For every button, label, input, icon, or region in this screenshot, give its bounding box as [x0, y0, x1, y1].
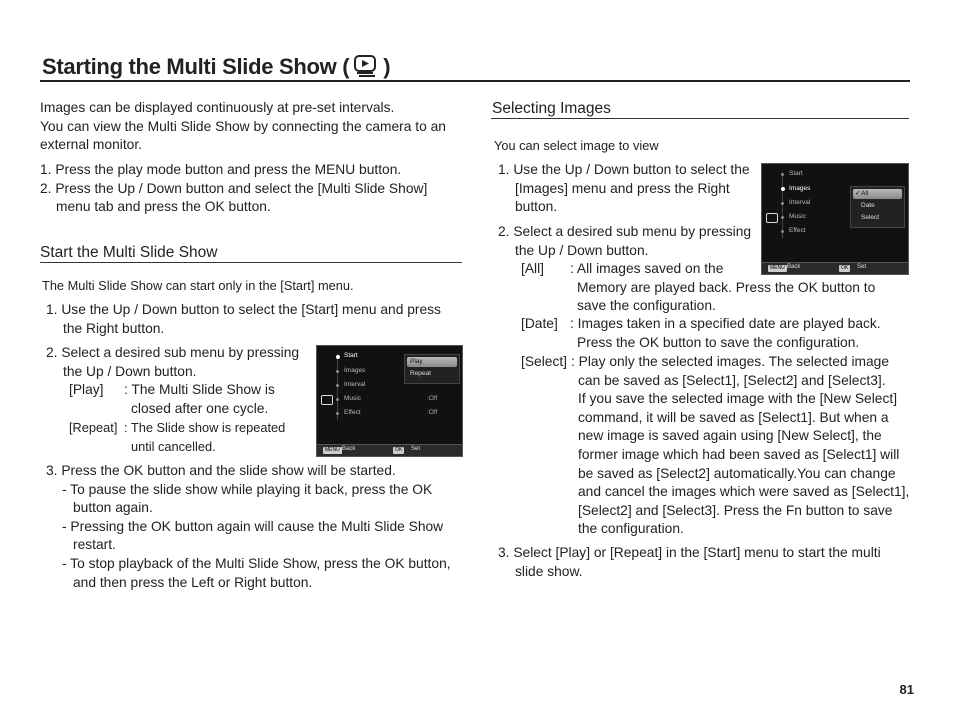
repeat-desc: : The Slide show is repeated until cancelled. [124, 420, 286, 454]
screen-bottom-bar [762, 262, 908, 274]
images-step-3: 3. Select [Play] or [Repeat] in the [Start] menu to start the multi slide show. [498, 545, 881, 579]
menu-button-tag: MENU [770, 265, 785, 271]
menu-item-music[interactable]: Music [344, 395, 361, 402]
start-step-3: 3. Press the OK button and the slide show will be started. - To pause the slide show while playing it back, press the OK button again. - Pressing the OK button again will cause the Multi Slide Show restart. - To stop playback of the Multi Slide Show, press the OK button, and then press the Left or Right button. [46, 463, 451, 590]
date-desc: : Images taken in a specified date are played back. Press the OK button to save the configuration. [570, 316, 881, 350]
menu-item-images[interactable]: Images [344, 367, 366, 374]
images-step-1: 1. Use the Up / Down button to select the [Images] menu and press the Right button. [498, 162, 750, 215]
check-icon: ✓ [855, 190, 861, 197]
submenu-start [404, 354, 460, 384]
screen-bottom-bar [317, 444, 462, 456]
images-step-2: 2. Select a desired sub menu by pressing the Up / Down button. [498, 224, 752, 258]
section-rule [40, 262, 462, 263]
date-option: [Date] [521, 316, 558, 331]
intro-steps: 1. Press the play mode button and press the MENU button. 2. Press the Up / Down button and select the [Multi Slide Show] menu tab and press the OK button. [40, 162, 428, 215]
title-rule [40, 80, 910, 82]
menu-item-effect[interactable]: Effect [344, 409, 361, 416]
menu-item-images[interactable]: Images [789, 185, 811, 192]
menu-item-start[interactable]: Start [344, 352, 358, 359]
section-note: The Multi Slide Show can start only in the [Start] menu. [42, 278, 354, 293]
all-option: [All] [521, 261, 544, 276]
music-value: :Off [427, 395, 438, 402]
multi-slide-show-icon [353, 55, 379, 83]
ok-button-tag: OK [395, 447, 403, 453]
camera-screen-images-menu [761, 163, 909, 275]
menu-item-interval[interactable]: Interval [789, 199, 811, 206]
menu-item-start[interactable]: Start [789, 170, 803, 177]
menu-item-effect[interactable]: Effect [789, 227, 806, 234]
intro-text: Images can be displayed continuously at pre-set intervals. You can view the Multi Slide Show by connecting the camera to an external monitor. [40, 100, 446, 153]
select-option: [Select] [521, 354, 568, 369]
slide-show-tab-icon [321, 395, 333, 405]
repeat-option: [Repeat] [69, 420, 118, 435]
play-option: [Play] [69, 382, 104, 397]
play-desc: : The Multi Slide Show is closed after one cycle. [124, 382, 275, 416]
ok-button-tag: OK [841, 265, 849, 271]
submenu-option-play[interactable]: Play [407, 357, 457, 367]
selecting-note: You can select image to view [494, 138, 659, 153]
submenu-option-all[interactable]: ✓ All [853, 189, 902, 199]
menu-item-interval[interactable]: Interval [344, 381, 366, 388]
effect-value: :Off [427, 409, 438, 416]
section-title-start: Start the Multi Slide Show [40, 244, 218, 261]
section-title-selecting: Selecting Images [492, 100, 611, 117]
set-label: Set [411, 446, 421, 452]
select-desc: : Play only the selected images. The selected image can be saved as [Select1], [Select2] and [Select3]. If you save the selected image with the [New Select] command, it will be saved as [Select1]. But when a new image is saved again using [New Select], the former image which had been saved as [Select1] will be saved as [Select2] automatically.You can change and cancel the images which were saved as [Select1], [Select2] and [Select3]. Press the Fn button to save the configuration. [571, 354, 910, 537]
submenu-option-repeat[interactable]: Repeat [410, 370, 431, 377]
page-number: 81 [899, 682, 914, 697]
start-step-2: 2. Select a desired sub menu by pressing the Up / Down button. [46, 345, 300, 379]
menu-item-music[interactable]: Music [789, 213, 806, 220]
submenu-images [850, 186, 905, 228]
slide-show-tab-icon [766, 213, 778, 223]
back-label: Back [342, 446, 356, 452]
page-title: Starting the Multi Slide Show ( ) [42, 54, 390, 83]
menu-button-tag: MENU [325, 447, 340, 453]
start-step-1: 1. Use the Up / Down button to select the [Start] menu and press the Right button. [46, 302, 441, 336]
submenu-option-select[interactable]: Select [861, 214, 880, 221]
set-label: Set [857, 264, 867, 270]
back-label: Back [787, 264, 801, 270]
camera-screen-start-menu [316, 345, 463, 457]
section-rule [491, 118, 909, 119]
all-desc: : All images saved on the Memory are played back. Press the OK button to save the configuration. [570, 261, 876, 314]
submenu-option-date[interactable]: Date [861, 202, 875, 209]
